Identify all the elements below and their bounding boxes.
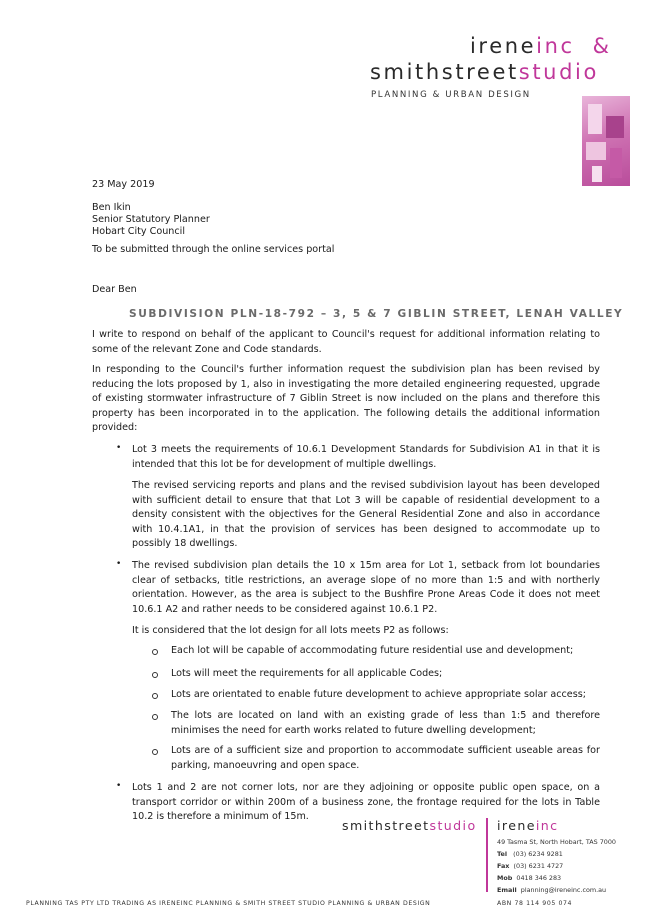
bullet-marker: • [116,781,122,791]
paragraph-intro: I write to respond on behalf of the applicant to Council's request for additional information relating to some of the relevant Zone and Code standards. [92,329,600,355]
bullet-marker: • [116,559,122,569]
salutation: Dear Ben [92,284,137,295]
sub-item: Lots are of a sufficient size and proportion to accommodate sufficient useable areas for parking, manoeuvring and open space. [171,745,600,771]
footer-mob: Mob 0418 346 283 [497,874,562,883]
footer-brand-smithstreetstudio: smithstreetstudio [342,818,477,833]
bullet-lot1: The revised subdivision plan details the 10 x 15m area for Lot 1, setback from lot boundaries clear of setbacks, title restrictions, an average slope of no more than 1:5 and with northerly orientation. However, as the area is subject to the Bushfire Prone Areas Code it does not meet 10.6.1 A2 and rather needs to be considered against 10.6.1 P2. [132,560,600,615]
sub-bullet-marker [152,714,158,720]
sub-item: Lots are orientated to enable future development to achieve appropriate solar access; [171,689,586,700]
bullet-frontage: Lots 1 and 2 are not corner lots, nor are they adjoining or opposite public open space, on a transport corridor or within 200m of a business zone, the frontage required for the lots in Table 10.2 is therefore a minimum of 15m. [132,782,600,823]
header-photo-image [582,96,630,186]
footer-company-line: PLANNING TAS PTY LTD TRADING AS IRENEINC PLANNING & SMITH STREET STUDIO PLANNING & URBAN DESIGN [26,900,431,907]
footer-address: 49 Tasma St, North Hobart, TAS 7000 [497,838,616,846]
submission-note: To be submitted through the online services portal [92,244,335,255]
sub-item: Lots will meet the requirements for all applicable Codes; [171,668,443,679]
logo-smithstreetstudio: smithstreetstudio [370,60,599,84]
footer-contact [497,836,616,896]
footer-brand-ireneinc: ireneinc [497,818,559,833]
recipient-name: Ben Ikin [92,202,131,213]
sub-bullet-marker [152,693,158,699]
bullet-lot1-intro: It is considered that the lot design for all lots meets P2 as follows: [132,625,449,636]
paragraph-response: In responding to the Council's further information request the subdivision plan has been revised by reducing the lots proposed by 1, also in investigating the more detailed engineering requested, upgrade of existing stormwater infrastructure of 7 Giblin Street is now included on the plans and therefore this property has been incorporated in to the application. The following details the additional information provided: [92,364,600,434]
footer-tel: Tel (03) 6234 9281 [497,850,563,859]
footer-email: Email planning@ireneinc.com.au [497,886,607,895]
sub-bullet-marker [152,749,158,755]
recipient-org: Hobart City Council [92,226,185,237]
logo-tagline: PLANNING & URBAN DESIGN [371,90,531,100]
footer-divider [486,818,488,892]
sub-bullet-marker [152,672,158,678]
logo-ireneinc: ireneinc & [470,34,612,58]
subject-heading: SUBDIVISION PLN-18-792 – 3, 5 & 7 GIBLIN STREET, LENAH VALLEY [129,308,624,320]
bullet-lot3-detail: The revised servicing reports and plans and the revised subdivision layout has been developed with sufficient detail to ensure that that Lot 3 will be capable of residential development to a density consistent with the objectives for the General Residential Zone and also in accordance with 10.4.1A1, in that the provision of services has been designed to accommodate up to possibly 18 dwellings. [132,480,600,550]
footer-fax: Fax (03) 6231 4727 [497,862,564,871]
sub-item: The lots are located on land with an existing grade of less than 1:5 and therefore minimises the need for earth works related to future dwelling development; [171,710,600,736]
bullet-lot3: Lot 3 meets the requirements of 10.6.1 Development Standards for Subdivision A1 in that it is intended that this lot be for development of multiple dwellings. [132,444,600,470]
sub-bullet-marker [152,649,158,655]
bullet-marker: • [116,443,122,453]
logo-ampersand: & [592,34,612,58]
sub-item: Each lot will be capable of accommodating future residential use and development; [171,645,574,656]
footer-abn: ABN 78 114 905 074 [497,900,573,907]
letter-date: 23 May 2019 [92,179,155,190]
recipient-title: Senior Statutory Planner [92,214,210,225]
